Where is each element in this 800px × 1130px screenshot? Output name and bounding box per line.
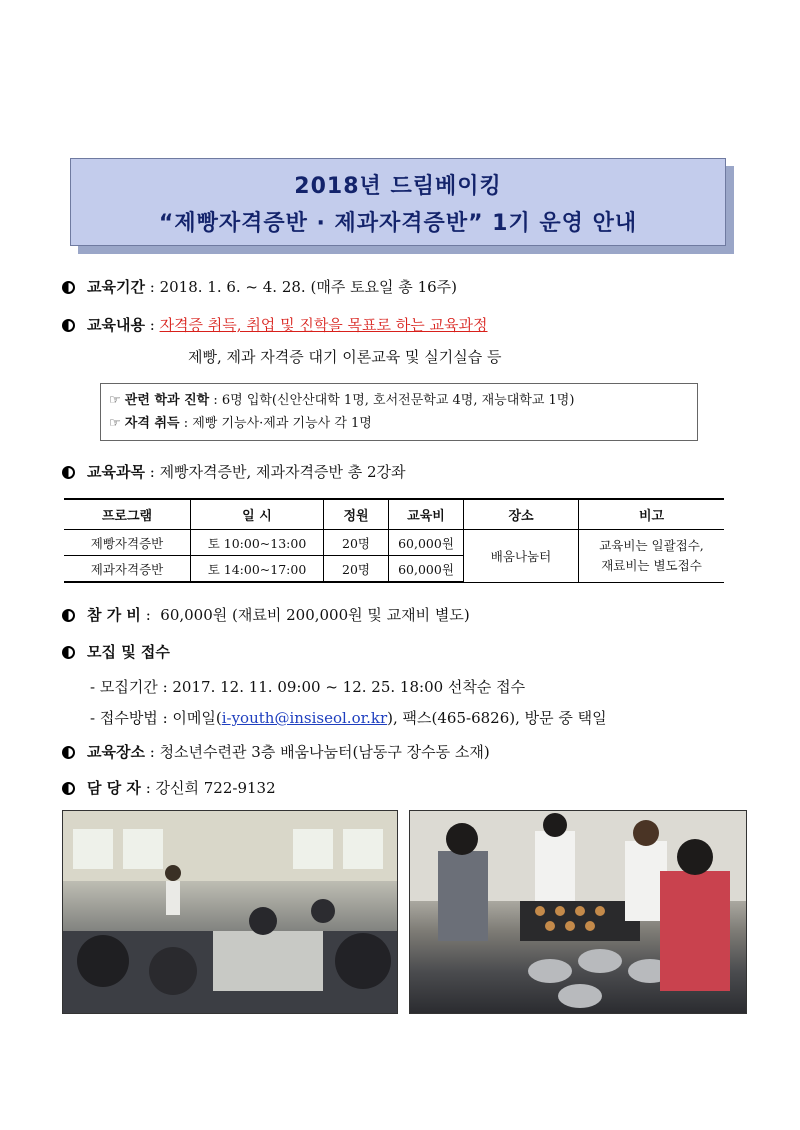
recruit-period	[90, 676, 525, 697]
cell-remark	[579, 530, 725, 583]
note-label-1: 관련 학과 진학	[124, 393, 210, 408]
note-label-2: 자격 취득	[124, 416, 180, 431]
baking-practice-photo	[409, 810, 747, 1014]
half-circle-bullet-icon	[62, 319, 75, 332]
half-circle-bullet-icon	[62, 466, 75, 479]
recruit-row	[62, 641, 170, 662]
venue-label: 교육장소	[87, 743, 145, 761]
fee-row: 참 가 비 : 60,000원 (재료비 200,000원 및 교재비 별도)	[62, 604, 470, 625]
header-fee: 교육비	[389, 499, 464, 530]
title-box	[70, 158, 726, 246]
pointing-hand-icon: ☞	[109, 416, 121, 431]
half-circle-bullet-icon	[62, 281, 75, 294]
half-circle-bullet-icon	[62, 746, 75, 759]
venue-value: 청소년수련관 3층 배움나눔터(남동구 장수동 소재)	[159, 743, 490, 761]
cell-fee: 60,000원	[389, 530, 464, 556]
note-value-1: 6명 입학(신안산대학 1명, 호서전문학교 4명, 재능대학교 1명)	[221, 393, 575, 408]
classroom-photo-drawing	[63, 811, 398, 1014]
cell-datetime: 토 14:00~17:00	[191, 556, 324, 583]
content-label: 교육내용	[87, 316, 145, 334]
venue-row: 교육장소 : 청소년수련관 3층 배움나눔터(남동구 장수동 소재)	[62, 741, 490, 762]
pointing-hand-icon: ☞	[109, 393, 121, 408]
email-link[interactable]: i-youth@insiseol.or.kr	[221, 709, 388, 727]
contact-row: 담 당 자 : 강신희 722-9132	[62, 777, 276, 798]
contact-value: 강신희 722-9132	[155, 779, 276, 797]
cell-fee: 60,000원	[389, 556, 464, 583]
content-value: 자격증 취득, 취업 및 진학을 목표로 하는 교육과정	[159, 316, 488, 334]
baking-photo-drawing	[410, 811, 747, 1014]
cell-program: 제빵자격증반	[64, 530, 191, 556]
content-detail: 제빵, 제과 자격증 대기 이론교육 및 실기실습 등	[188, 348, 502, 366]
subjects-row: 교육과목 : 제빵자격증반, 제과자격증반 총 2강좌	[62, 461, 406, 482]
period-value: 2018. 1. 6. ~ 4. 28. (매주 토요일 총 16주)	[159, 278, 457, 296]
note-box	[100, 383, 698, 441]
half-circle-bullet-icon	[62, 609, 75, 622]
half-circle-bullet-icon	[62, 782, 75, 795]
cell-capacity: 20명	[324, 556, 389, 583]
recruit-method-prefix: 이메일(	[172, 709, 222, 727]
title-line-2: “제빵자격증반 · 제과자격증반” 1기 운영 안내	[158, 211, 638, 236]
classroom-lecture-photo	[62, 810, 398, 1014]
subjects-value: 제빵자격증반, 제과자격증반 총 2강좌	[159, 463, 406, 481]
schedule-table	[64, 498, 724, 583]
period-label: 교육기간	[87, 278, 145, 296]
header-datetime: 일 시	[191, 499, 324, 530]
note-line-1: ☞ 관련 학과 진학 : 6명 입학(신안산대학 1명, 호서전문학교 4명, 재능대학교 1명)	[109, 393, 575, 408]
recruit-method-label: - 접수방법 :	[90, 709, 173, 727]
header-remark: 비고	[579, 499, 725, 530]
header-place: 장소	[464, 499, 579, 530]
cell-program: 제과자격증반	[64, 556, 191, 583]
header-capacity: 정원	[324, 499, 389, 530]
period-row: 교육기간 : 2018. 1. 6. ~ 4. 28. (매주 토요일 총 16주)	[62, 276, 457, 297]
recruit-period-value: 2017. 12. 11. 09:00 ~ 12. 25. 18:00 선착순 접수	[172, 678, 526, 696]
recruit-method-suffix: ), 팩스(465-6826), 방문 중 택일	[387, 709, 607, 727]
content-row: 교육내용 : 자격증 취득, 취업 및 진학을 목표로 하는 교육과정	[62, 314, 488, 335]
contact-label: 담 당 자	[87, 779, 141, 797]
remark-line-2: 재료비는 별도접수	[601, 557, 702, 573]
subjects-label: 교육과목	[87, 463, 145, 481]
note-value-2: 제빵 기능사·제과 기능사 각 1명	[192, 416, 372, 431]
recruit-method	[90, 707, 607, 728]
remark-line-1: 교육비는 일괄접수,	[599, 537, 704, 553]
recruit-label: 모집 및 접수	[87, 643, 170, 661]
cell-datetime: 토 10:00~13:00	[191, 530, 324, 556]
title-line-1: 2018년 드림베이킹	[294, 174, 502, 199]
header-program: 프로그램	[64, 499, 191, 530]
note-line-2: ☞ 자격 취득 : 제빵 기능사·제과 기능사 각 1명	[109, 416, 372, 431]
half-circle-bullet-icon	[62, 646, 75, 659]
fee-value: 60,000원 (재료비 200,000원 및 교재비 별도)	[160, 606, 470, 624]
cell-capacity: 20명	[324, 530, 389, 556]
table-header-row	[64, 499, 724, 530]
cell-place: 배움나눔터	[464, 530, 579, 583]
recruit-period-label: - 모집기간 :	[90, 678, 173, 696]
table-row	[64, 530, 724, 556]
fee-label: 참 가 비	[87, 606, 141, 624]
